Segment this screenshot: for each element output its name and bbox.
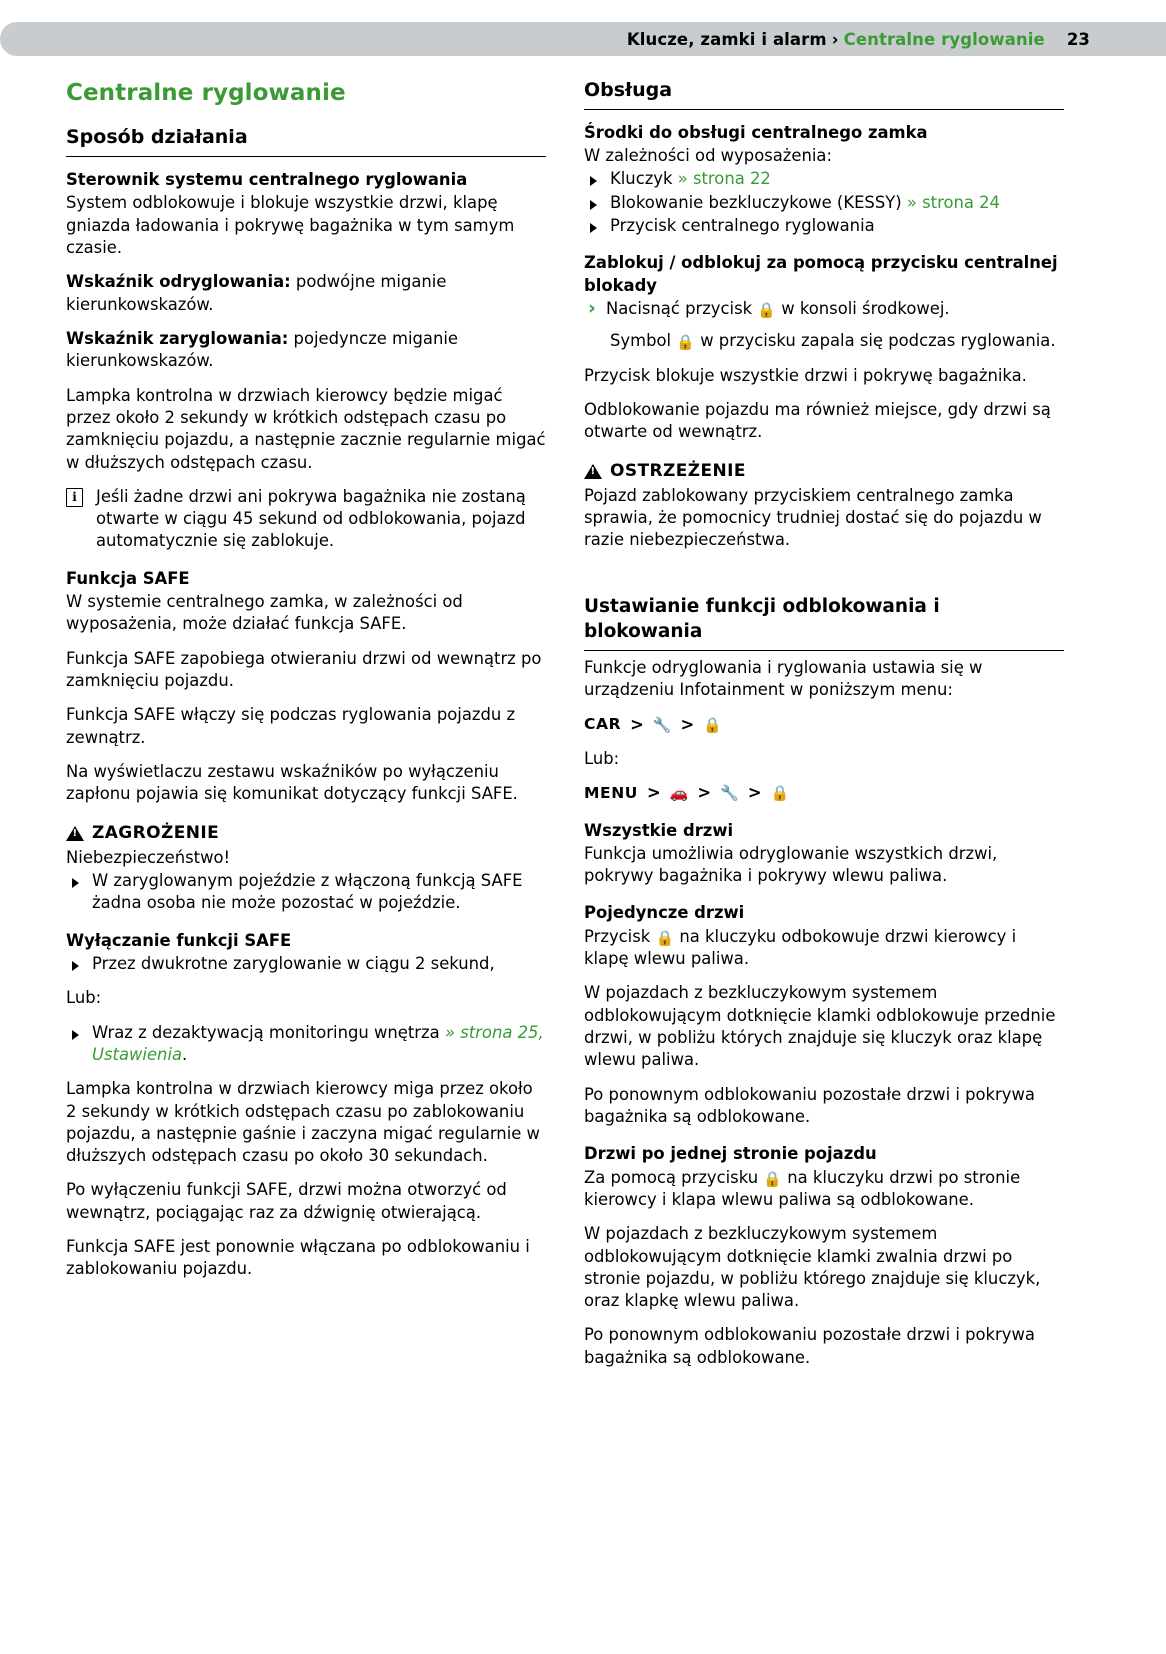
header-breadcrumb — [0, 22, 1090, 56]
lock-icon: 🔒 — [703, 715, 722, 734]
chevron-right-icon: > — [630, 714, 644, 734]
menu-key-menu: MENU — [584, 783, 638, 802]
list-item: W zaryglowanym pojeździe z włączoną funkcją SAFE żadna osoba nie może pozostać w pojeździe. — [66, 870, 546, 915]
right-column — [584, 78, 1064, 1381]
header-chapter: Klucze, zamki i alarm — [626, 29, 827, 49]
paragraph-controller: System odblokowuje i blokuje wszystkie drzwi, klapę gniazda ładowania i pokrywę bagażnika w tym samym czasie. — [66, 193, 515, 258]
danger-heading — [66, 822, 546, 845]
lock-unlock-steps — [584, 298, 1064, 320]
chapter-title: Centralne ryglowanie — [66, 80, 346, 106]
warning-text: Pojazd zablokowany przyciskiem centralnego zamka sprawia, że pomocnicy trudniej dostać się do pojazdu w razie niebezpieczeństwa. — [584, 485, 1042, 550]
list-item-end: . — [182, 1044, 188, 1064]
list-item-text: Przycisk centralnego ryglowania — [610, 216, 875, 236]
menu-key-car: CAR — [584, 715, 622, 734]
list-item — [584, 168, 1064, 190]
left-column — [66, 78, 546, 1293]
menu-path-menu[interactable] — [584, 782, 1064, 804]
heading-means: Środki do obsługi centralnego zamka — [584, 122, 928, 142]
cross-reference-link[interactable]: » strona 24 — [906, 192, 1000, 212]
paragraph-unlock-indicator — [66, 271, 546, 316]
label-lock-indicator: Wskaźnik zaryglowania: — [66, 328, 289, 348]
heading-safe-off: Wyłączanie funkcji SAFE — [66, 930, 292, 950]
warning-triangle-icon — [584, 464, 602, 479]
paragraph-depends: W zależności od wyposażenia: — [584, 146, 832, 166]
paragraph-safe-3: Funkcja SAFE włączy się podczas ryglowania pojazdu z zewnątrz. — [66, 705, 516, 747]
paragraph-after-safe-off: Po wyłączeniu funkcji SAFE, drzwi można otworzyć od wewnątrz, pociągając raz za dźwignię otwierającą. — [66, 1180, 507, 1222]
lock-icon: 🔒 — [770, 784, 790, 803]
text-unlock-indicator: podwójne miganie kierunkowskazów. — [66, 272, 447, 314]
paragraph-safe-4: Na wyświetlaczu zestawu wskaźników po wyłączeniu zapłonu pojawia się komunikat dotyczący funkcji SAFE. — [66, 761, 518, 804]
paragraph-or-left: Lub: — [66, 988, 102, 1008]
one-side-text-pre: Za pomocą przycisku — [584, 1167, 759, 1187]
paragraph-all-doors: Funkcja umożliwia odryglowanie wszystkich drzwi, pokrywy bagażnika i pokrywy wlewu paliwa. — [584, 843, 998, 886]
page-number: 23 — [1066, 29, 1090, 49]
list-item — [66, 1022, 546, 1067]
paragraph-safe-1: W systemie centralnego zamka, w zależności od wyposażenia, może działać funkcja SAFE. — [66, 592, 463, 634]
lock-icon: 🔒 — [763, 1169, 783, 1188]
header-section: Centralne ryglowanie — [843, 29, 1045, 49]
symbol-text-pre: Symbol — [610, 331, 672, 351]
menu-path-car[interactable] — [584, 714, 1064, 736]
section-heading-sposob: Sposób działania — [66, 125, 546, 157]
wrench-icon: 🔧 — [652, 715, 672, 734]
paragraph-warning-lamp: Lampka kontrolna w drzwiach kierowcy będzie migać przez około 2 sekundy w krótkich odstępach czasu po zamknięciu pojazdu, a następnie zacznie regularnie migać w dłuższych odstępach czasu. — [66, 385, 546, 472]
paragraph-unlock-inside: Odblokowanie pojazdu ma również miejsce, gdy drzwi są otwarte od wewnątrz. — [584, 399, 1051, 442]
label-unlock-indicator: Wskaźnik odryglowania: — [66, 272, 291, 292]
paragraph-safe-reenable: Funkcja SAFE jest ponownie włączana po odblokowaniu i zablokowaniu pojazdu. — [66, 1237, 530, 1279]
paragraph-or-right: Lub: — [584, 748, 620, 768]
lock-icon: 🔒 — [655, 928, 675, 947]
note-text: Jeśli żadne drzwi ani pokrywa bagażnika nie zostaną otwarte w ciągu 45 sekund od odblokowania, pojazd automatycznie się zablokuje. — [96, 486, 526, 551]
paragraph-warning-lamp-2: Lampka kontrolna w drzwiach kierowcy miga przez około 2 sekundy w krótkich odstępach czasu po zablokowaniu pojazdu, a następnie gaśnie i zaczyna migać regularnie w dłuższych odstępach czasu po około 30 sekundach. — [66, 1079, 540, 1166]
text-lock-indicator: pojedyncze miganie kierunkowskazów. — [66, 328, 459, 371]
list-item — [584, 215, 1064, 237]
info-icon: i — [66, 488, 83, 507]
section-heading-obsluga: Obsługa — [584, 78, 1064, 110]
single-door-text-post: na kluczyku odbokowuje drzwi kierowcy i klapę wlewu paliwa. — [584, 926, 1017, 969]
safe-off-list-1 — [66, 953, 546, 975]
chevron-right-icon: > — [646, 783, 661, 803]
cross-reference-link[interactable]: » strona 22 — [677, 169, 771, 189]
step-text-pre: Nacisnąć przycisk — [606, 299, 753, 319]
paragraph-rest-unlocked: Po ponownym odblokowaniu pozostałe drzwi i pokrywa bagażnika są odblokowane. — [584, 1084, 1035, 1126]
note-autolock — [66, 486, 546, 553]
danger-title: ZAGROŻENIE — [92, 822, 220, 843]
lock-icon: 🔒 — [757, 301, 777, 320]
heading-all-doors: Wszystkie drzwi — [584, 820, 734, 840]
wrench-icon: 🔧 — [720, 784, 739, 803]
list-item-text: Wraz z dezaktywacją monitoringu wnętrza — [92, 1022, 440, 1042]
list-item — [584, 192, 1064, 214]
paragraph-button-locks: Przycisk blokuje wszystkie drzwi i pokrywę bagażnika. — [584, 365, 1027, 385]
list-item — [584, 298, 1064, 320]
warning-triangle-icon — [66, 826, 84, 841]
lock-icon: 🔒 — [676, 333, 695, 352]
heading-lock-unlock: Zablokuj / odblokuj za pomocą przycisku centralnej blokady — [584, 253, 1058, 295]
one-side-text-post: na kluczyku drzwi po stronie kierowcy i klapa wlewu paliwa są odblokowane. — [584, 1167, 1021, 1209]
paragraph-kessy-front: W pojazdach z bezkluczykowym systemem odblokowującym dotknięcie klamki odblokowuje przednie drzwi, w pobliżu których znajduje się kluczyk oraz klapę wlewu paliwa. — [584, 983, 1056, 1070]
section-spacer — [584, 564, 1064, 594]
header-separator: › — [831, 29, 839, 49]
paragraph-single-door — [584, 926, 1064, 971]
paragraph-rest-unlocked-2: Po ponownym odblokowaniu pozostałe drzwi i pokrywa bagażnika są odblokowane. — [584, 1325, 1035, 1367]
danger-lead: Niebezpieczeństwo! — [66, 847, 231, 867]
chevron-right-icon: > — [680, 714, 695, 734]
symbol-text-post: w przycisku zapala się podczas ryglowania. — [700, 331, 1056, 351]
list-item-text: Kluczyk — [610, 169, 673, 189]
paragraph-kessy-side: W pojazdach z bezkluczykowym systemem odblokowującym dotknięcie klamki zwalnia drzwi po stronie pojazdu, w pobliżu którego znajduje się kluczyk, oraz klapkę wlewu paliwa. — [584, 1224, 1041, 1311]
paragraph-lock-indicator — [66, 328, 546, 373]
paragraph-one-side — [584, 1167, 1064, 1212]
chevron-right-icon: > — [747, 783, 762, 803]
single-door-text-pre: Przycisk — [584, 926, 651, 946]
car-icon: 🚗 — [669, 784, 689, 803]
symbol-explanation — [584, 330, 1064, 352]
heading-one-side: Drzwi po jednej stronie pojazdu — [584, 1144, 877, 1164]
means-list — [584, 168, 1064, 237]
list-item: Przez dwukrotne zaryglowanie w ciągu 2 sekund, — [66, 953, 546, 975]
section-heading-settings: Ustawianie funkcji odblokowania i blokowania — [584, 594, 1064, 651]
warning-heading — [584, 460, 1064, 483]
danger-bullet-list — [66, 870, 546, 915]
paragraph-safe-2: Funkcja SAFE zapobiega otwieraniu drzwi od wewnątrz po zamknięciu pojazdu. — [66, 648, 542, 691]
chevron-right-icon: > — [697, 783, 712, 803]
step-text-post: w konsoli środkowej. — [781, 299, 950, 319]
safe-off-list-2 — [66, 1022, 546, 1067]
paragraph-settings-intro: Funkcje odryglowania i ryglowania ustawia się w urządzeniu Infotainment w poniższym menu: — [584, 657, 983, 700]
heading-safe: Funkcja SAFE — [66, 568, 190, 588]
warning-title: OSTRZEŻENIE — [610, 460, 746, 481]
list-item-text: Blokowanie bezkluczykowe (KESSY) — [610, 192, 902, 212]
heading-single-door: Pojedyncze drzwi — [584, 903, 745, 923]
cross-reference-link[interactable]: » strona 25, Ustawienia — [92, 1022, 544, 1064]
heading-controller: Sterownik systemu centralnego ryglowania — [66, 170, 468, 190]
